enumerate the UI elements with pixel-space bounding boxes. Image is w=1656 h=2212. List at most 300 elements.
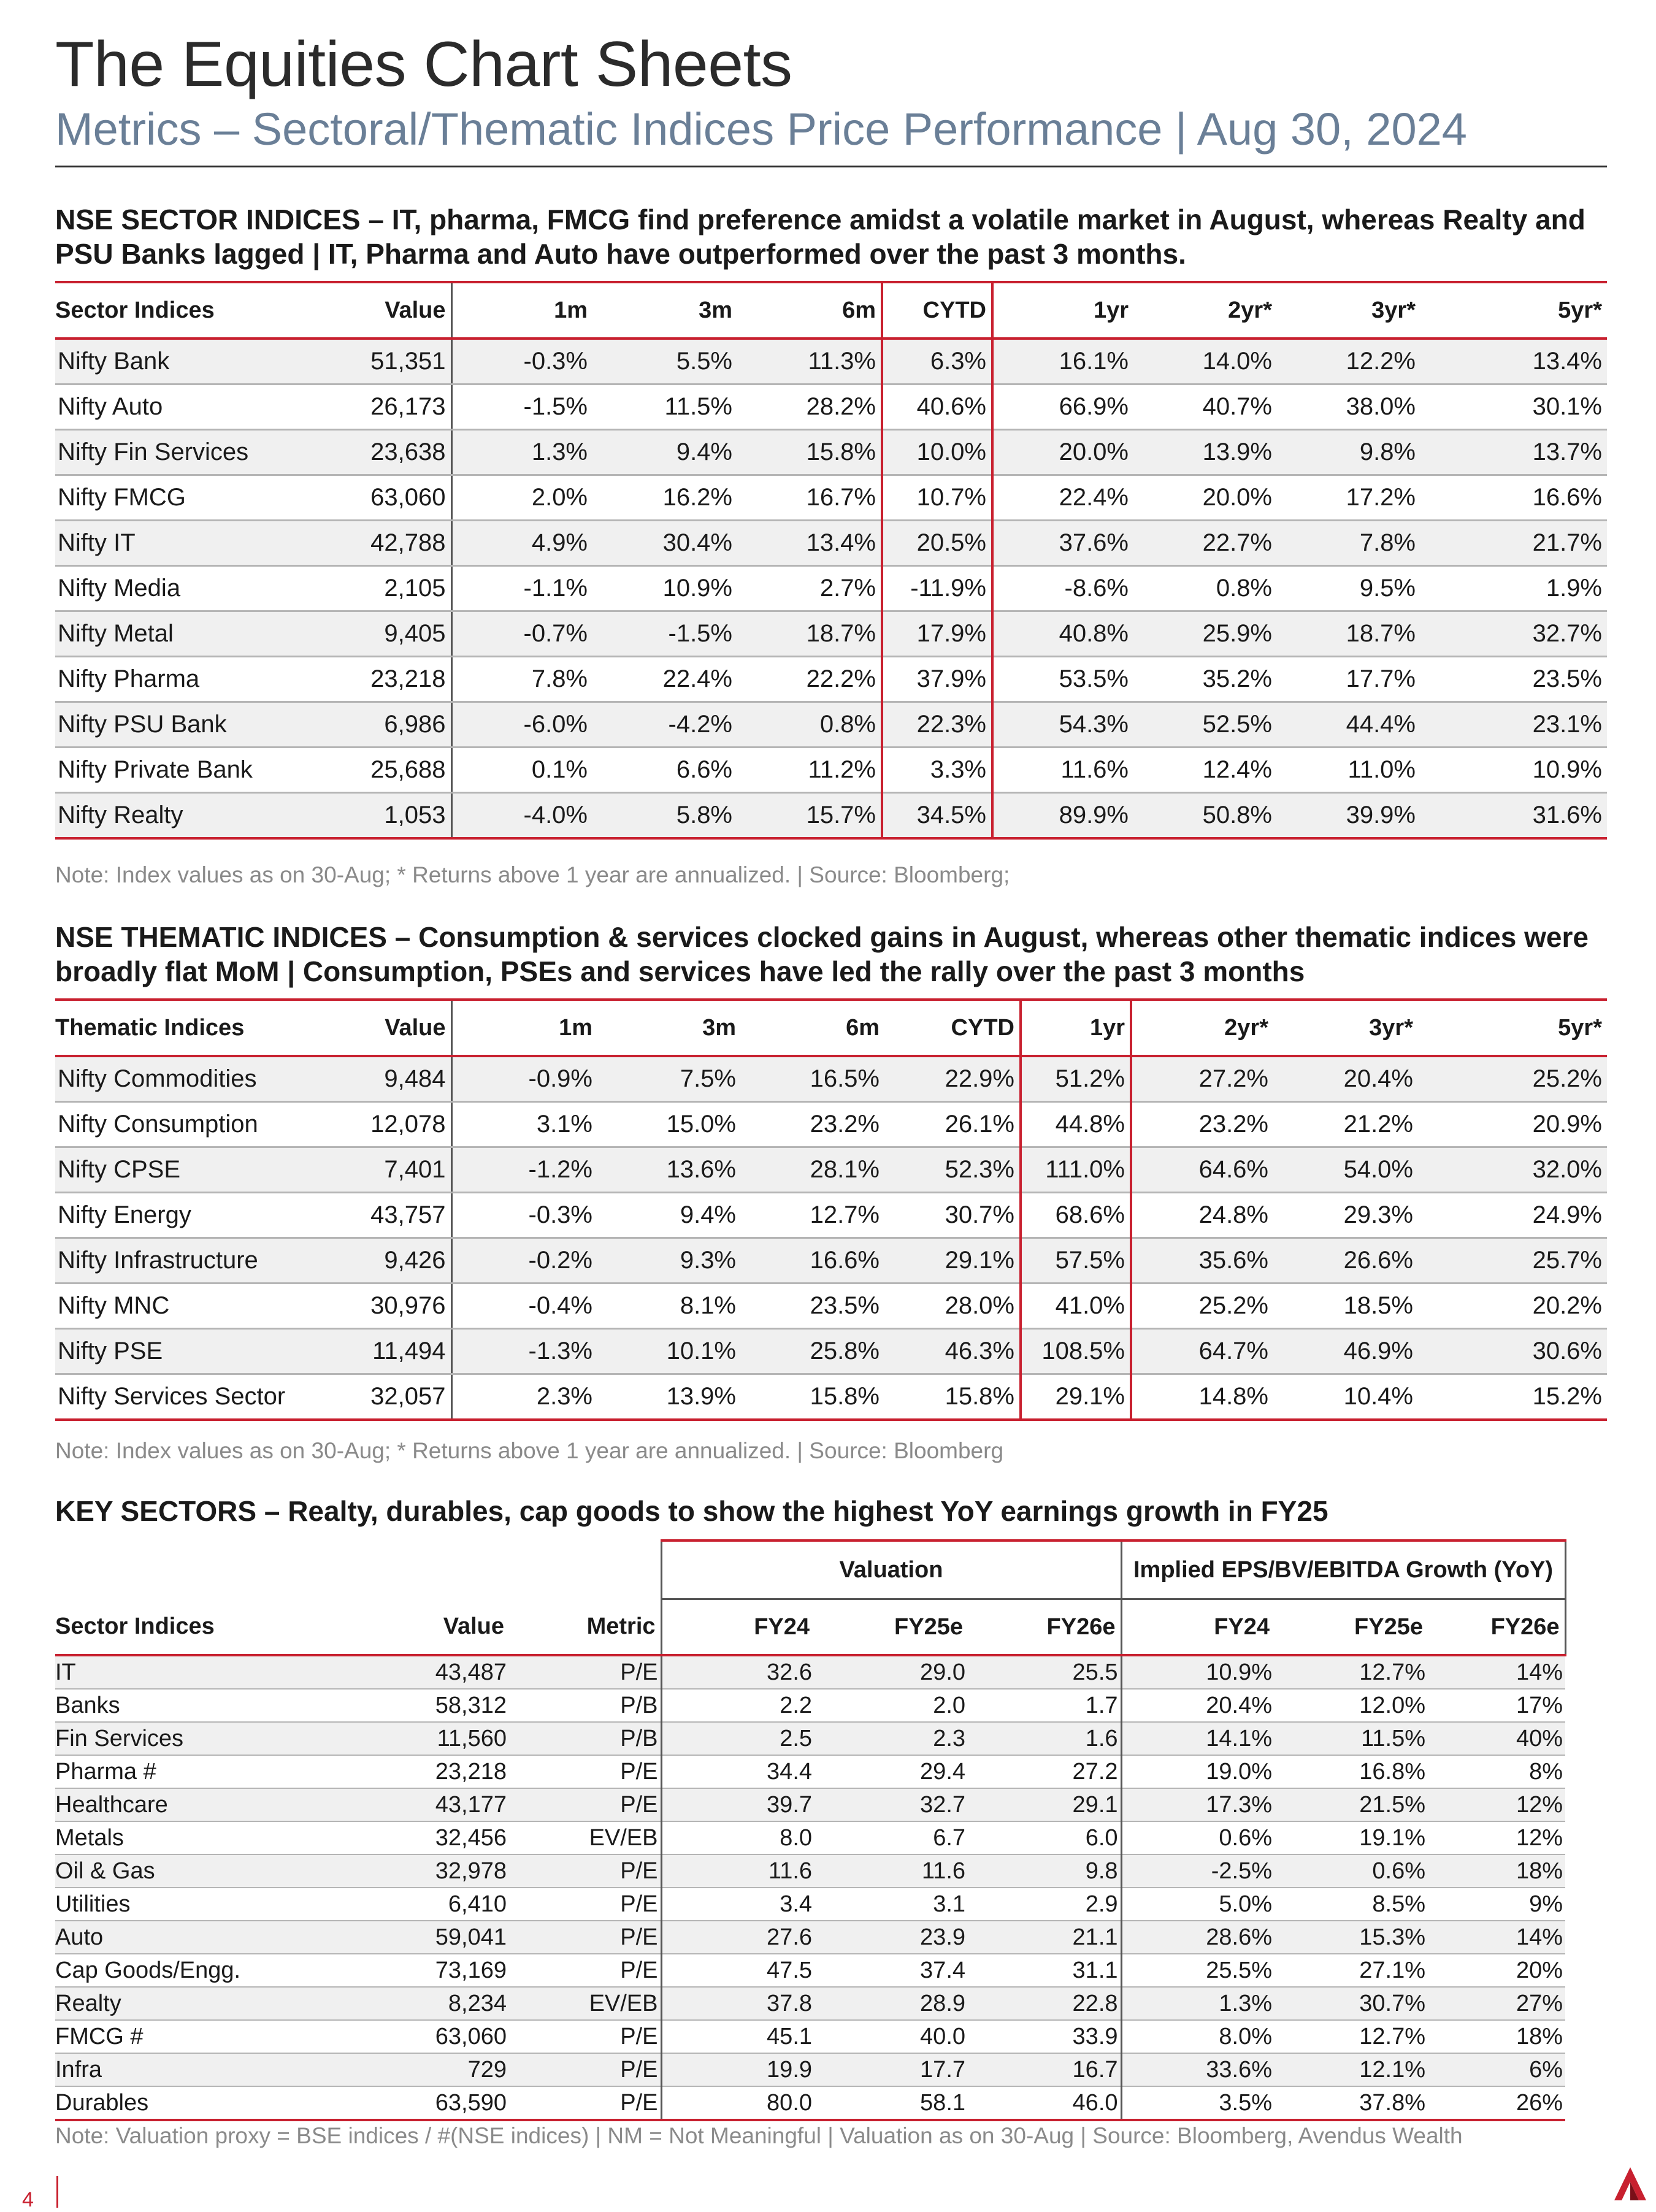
sector-cell: 39.9% bbox=[1277, 793, 1420, 839]
sector-cell: Nifty PSU Bank bbox=[55, 702, 319, 748]
key-cell: P/E bbox=[509, 1655, 661, 1689]
key-cell: 8% bbox=[1428, 1755, 1565, 1788]
table-row bbox=[55, 1655, 1565, 1689]
sector-col-header: 3m bbox=[592, 282, 737, 339]
thematic-cell: Nifty Consumption bbox=[55, 1102, 319, 1147]
thematic-cell: 30.7% bbox=[884, 1193, 1021, 1238]
sector-cell: 22.7% bbox=[1133, 521, 1277, 566]
sector-cell: 10.7% bbox=[882, 475, 992, 521]
sector-cell: Nifty Private Bank bbox=[55, 748, 319, 793]
sector-heading: NSE SECTOR INDICES – IT, pharma, FMCG find preference amidst a volatile market in August, whereas Realty and PSU Banks lagged | IT, Pharma and Auto have outperformed over the past 3 months. bbox=[55, 204, 1585, 270]
table-row bbox=[55, 1284, 1607, 1329]
sector-cell: 16.1% bbox=[992, 339, 1133, 385]
table-row bbox=[55, 2086, 1565, 2120]
sector-cell: 38.0% bbox=[1277, 385, 1420, 430]
sector-cell: 15.8% bbox=[737, 430, 882, 475]
table-row bbox=[55, 748, 1607, 793]
key-cell: 2.9 bbox=[968, 1888, 1121, 1921]
thematic-cell: 15.8% bbox=[884, 1374, 1021, 1420]
table-row bbox=[55, 1193, 1607, 1238]
thematic-cell: 9.4% bbox=[597, 1193, 741, 1238]
sector-note: Note: Index values as on 30-Aug; * Returns above 1 year are annualized. | Source: Bloomberg; bbox=[55, 862, 1010, 887]
key-cell: 1.7 bbox=[968, 1689, 1121, 1722]
thematic-cell: 14.8% bbox=[1131, 1374, 1273, 1420]
table-row bbox=[55, 2053, 1565, 2086]
sector-cell: 2.0% bbox=[451, 475, 592, 521]
key-cell: P/E bbox=[509, 1788, 661, 1821]
key-cell: Durables bbox=[55, 2086, 362, 2120]
table-row bbox=[55, 1788, 1565, 1821]
key-cell: 15.3% bbox=[1275, 1921, 1428, 1954]
thematic-cell: 44.8% bbox=[1021, 1102, 1131, 1147]
key-cell: 19.1% bbox=[1275, 1821, 1428, 1854]
thematic-cell: 68.6% bbox=[1021, 1193, 1131, 1238]
key-cell: 23.9 bbox=[815, 1921, 968, 1954]
sector-cell: 1.9% bbox=[1420, 566, 1607, 611]
table-row bbox=[55, 1102, 1607, 1147]
sector-cell: 31.6% bbox=[1420, 793, 1607, 839]
key-cell: 8.5% bbox=[1275, 1888, 1428, 1921]
key-cell: 34.4 bbox=[661, 1755, 815, 1788]
thematic-table bbox=[55, 998, 1607, 1421]
key-cell: P/E bbox=[509, 2020, 661, 2053]
page-number-bar bbox=[56, 2176, 58, 2208]
thematic-cell: 10.1% bbox=[597, 1329, 741, 1374]
thematic-cell: 111.0% bbox=[1021, 1147, 1131, 1193]
thematic-cell: 108.5% bbox=[1021, 1329, 1131, 1374]
thematic-cell: -0.9% bbox=[451, 1056, 597, 1102]
thematic-cell: 57.5% bbox=[1021, 1238, 1131, 1284]
thematic-col-header: 1m bbox=[451, 1000, 597, 1056]
table-row bbox=[55, 2020, 1565, 2053]
key-cell: 14% bbox=[1428, 1921, 1565, 1954]
table-row bbox=[55, 702, 1607, 748]
thematic-col-header: CYTD bbox=[884, 1000, 1021, 1056]
table-row bbox=[55, 1954, 1565, 1987]
sector-cell: -1.5% bbox=[592, 611, 737, 657]
thematic-cell: 16.6% bbox=[741, 1238, 884, 1284]
key-cell: 12% bbox=[1428, 1788, 1565, 1821]
key-cell: -2.5% bbox=[1121, 1854, 1275, 1888]
sector-cell: 7.8% bbox=[1277, 521, 1420, 566]
key-cell: 2.2 bbox=[661, 1689, 815, 1722]
sector-cell: 16.2% bbox=[592, 475, 737, 521]
thematic-cell: 64.7% bbox=[1131, 1329, 1273, 1374]
sector-cell: 9,405 bbox=[319, 611, 451, 657]
thematic-cell: 30,976 bbox=[319, 1284, 451, 1329]
key-cell: 33.9 bbox=[968, 2020, 1121, 2053]
sector-cell: 15.7% bbox=[737, 793, 882, 839]
sector-cell: 4.9% bbox=[451, 521, 592, 566]
key-cell: 29.1 bbox=[968, 1788, 1121, 1821]
key-cell: 14% bbox=[1428, 1655, 1565, 1689]
key-cell: Realty bbox=[55, 1987, 362, 2020]
sector-cell: 89.9% bbox=[992, 793, 1133, 839]
thematic-cell: 30.6% bbox=[1418, 1329, 1607, 1374]
key-cell: 63,590 bbox=[362, 2086, 509, 2120]
thematic-col-header: 3yr* bbox=[1273, 1000, 1418, 1056]
sector-cell: 20.0% bbox=[1133, 475, 1277, 521]
table-row bbox=[55, 611, 1607, 657]
thematic-col-header: 3m bbox=[597, 1000, 741, 1056]
thematic-cell: 64.6% bbox=[1131, 1147, 1273, 1193]
key-cell: 20% bbox=[1428, 1954, 1565, 1987]
thematic-cell: 26.1% bbox=[884, 1102, 1021, 1147]
key-col-header: Metric bbox=[509, 1599, 661, 1656]
key-col-header: FY24 bbox=[1121, 1599, 1275, 1656]
thematic-cell: Nifty Energy bbox=[55, 1193, 319, 1238]
thematic-cell: -0.4% bbox=[451, 1284, 597, 1329]
table-row bbox=[55, 1888, 1565, 1921]
key-cell: 16.7 bbox=[968, 2053, 1121, 2086]
key-cell: 1.3% bbox=[1121, 1987, 1275, 2020]
thematic-cell: 23.2% bbox=[741, 1102, 884, 1147]
empty-group-cell bbox=[55, 1540, 661, 1599]
sector-cell: 35.2% bbox=[1133, 657, 1277, 702]
sector-cell: Nifty Realty bbox=[55, 793, 319, 839]
sector-cell: Nifty FMCG bbox=[55, 475, 319, 521]
sector-cell: Nifty Media bbox=[55, 566, 319, 611]
table-row bbox=[55, 1755, 1565, 1788]
sector-cell: 12.4% bbox=[1133, 748, 1277, 793]
key-cell: 23,218 bbox=[362, 1755, 509, 1788]
table-row bbox=[55, 1238, 1607, 1284]
sector-cell: 22.4% bbox=[592, 657, 737, 702]
key-cell: 10.9% bbox=[1121, 1655, 1275, 1689]
key-cell: P/E bbox=[509, 1921, 661, 1954]
thematic-cell: 46.3% bbox=[884, 1329, 1021, 1374]
thematic-cell: 24.8% bbox=[1131, 1193, 1273, 1238]
key-cell: Metals bbox=[55, 1821, 362, 1854]
sector-cell: 20.5% bbox=[882, 521, 992, 566]
key-cell: FMCG # bbox=[55, 2020, 362, 2053]
sector-cell: 40.7% bbox=[1133, 385, 1277, 430]
table-row bbox=[55, 1689, 1565, 1722]
thematic-cell: 15.0% bbox=[597, 1102, 741, 1147]
sector-cell: 17.2% bbox=[1277, 475, 1420, 521]
thematic-cell: 29.1% bbox=[1021, 1374, 1131, 1420]
sector-cell: 2,105 bbox=[319, 566, 451, 611]
key-cell: 40% bbox=[1428, 1722, 1565, 1755]
key-col-header: Value bbox=[362, 1599, 509, 1656]
key-cell: 43,487 bbox=[362, 1655, 509, 1689]
sector-cell: 11.5% bbox=[592, 385, 737, 430]
thematic-cell: 20.4% bbox=[1273, 1056, 1418, 1102]
key-cell: Utilities bbox=[55, 1888, 362, 1921]
sector-cell: 6.6% bbox=[592, 748, 737, 793]
sector-cell: 52.5% bbox=[1133, 702, 1277, 748]
key-sectors-table bbox=[55, 1539, 1566, 2121]
key-cell: EV/EB bbox=[509, 1821, 661, 1854]
thematic-cell: 23.2% bbox=[1131, 1102, 1273, 1147]
table-row bbox=[55, 1329, 1607, 1374]
key-cell: 0.6% bbox=[1121, 1821, 1275, 1854]
page-title: The Equities Chart Sheets bbox=[55, 29, 792, 100]
sector-cell: 3.3% bbox=[882, 748, 992, 793]
key-cell: 8.0% bbox=[1121, 2020, 1275, 2053]
sector-col-header: 5yr* bbox=[1420, 282, 1607, 339]
thematic-cell: 29.1% bbox=[884, 1238, 1021, 1284]
key-col-header: FY26e bbox=[1428, 1599, 1565, 1656]
key-cell: 32.7 bbox=[815, 1788, 968, 1821]
sector-cell: 18.7% bbox=[1277, 611, 1420, 657]
sector-cell: 16.7% bbox=[737, 475, 882, 521]
key-cell: 73,169 bbox=[362, 1954, 509, 1987]
key-cell: 14.1% bbox=[1121, 1722, 1275, 1755]
thematic-cell: 27.2% bbox=[1131, 1056, 1273, 1102]
sector-cell: 5.5% bbox=[592, 339, 737, 385]
sector-cell: 66.9% bbox=[992, 385, 1133, 430]
thematic-cell: 26.6% bbox=[1273, 1238, 1418, 1284]
sector-cell: 12.2% bbox=[1277, 339, 1420, 385]
thematic-cell: 28.0% bbox=[884, 1284, 1021, 1329]
key-cell: 43,177 bbox=[362, 1788, 509, 1821]
sector-col-header: 1m bbox=[451, 282, 592, 339]
sector-cell: -0.7% bbox=[451, 611, 592, 657]
sector-table bbox=[55, 281, 1607, 840]
key-cell: 3.1 bbox=[815, 1888, 968, 1921]
key-cell: Banks bbox=[55, 1689, 362, 1722]
sector-cell: 0.8% bbox=[1133, 566, 1277, 611]
key-cell: 5.0% bbox=[1121, 1888, 1275, 1921]
key-cell: P/E bbox=[509, 2053, 661, 2086]
table-row bbox=[55, 475, 1607, 521]
key-cell: 63,060 bbox=[362, 2020, 509, 2053]
key-cell: 18% bbox=[1428, 2020, 1565, 2053]
key-cell: 18% bbox=[1428, 1854, 1565, 1888]
key-cell: 39.7 bbox=[661, 1788, 815, 1821]
key-cell: 9.8 bbox=[968, 1854, 1121, 1888]
table-row bbox=[55, 339, 1607, 385]
sector-cell: 17.9% bbox=[882, 611, 992, 657]
sector-cell: 7.8% bbox=[451, 657, 592, 702]
key-cell: 3.5% bbox=[1121, 2086, 1275, 2120]
sector-cell: 37.6% bbox=[992, 521, 1133, 566]
sector-cell: 20.0% bbox=[992, 430, 1133, 475]
sector-cell: 21.7% bbox=[1420, 521, 1607, 566]
sector-cell: 42,788 bbox=[319, 521, 451, 566]
key-cell: P/E bbox=[509, 1854, 661, 1888]
thematic-cell: 25.7% bbox=[1418, 1238, 1607, 1284]
key-col-header: Sector Indices bbox=[55, 1599, 362, 1656]
sector-cell: 5.8% bbox=[592, 793, 737, 839]
key-cell: 27.2 bbox=[968, 1755, 1121, 1788]
table-row bbox=[55, 385, 1607, 430]
key-cell: 30.7% bbox=[1275, 1987, 1428, 2020]
sector-cell: 30.1% bbox=[1420, 385, 1607, 430]
key-cell: 0.6% bbox=[1275, 1854, 1428, 1888]
key-cell: 2.0 bbox=[815, 1689, 968, 1722]
sector-cell: -4.0% bbox=[451, 793, 592, 839]
thematic-cell: Nifty Services Sector bbox=[55, 1374, 319, 1420]
thematic-cell: 46.9% bbox=[1273, 1329, 1418, 1374]
key-col-header: FY24 bbox=[661, 1599, 815, 1656]
sector-cell: 34.5% bbox=[882, 793, 992, 839]
key-cell: 46.0 bbox=[968, 2086, 1121, 2120]
key-cell: 47.5 bbox=[661, 1954, 815, 1987]
sector-cell: -1.1% bbox=[451, 566, 592, 611]
sector-cell: 25,688 bbox=[319, 748, 451, 793]
thematic-col-header: Thematic Indices bbox=[55, 1000, 319, 1056]
thematic-col-header: 5yr* bbox=[1418, 1000, 1607, 1056]
key-cell: 19.9 bbox=[661, 2053, 815, 2086]
sector-cell: 40.6% bbox=[882, 385, 992, 430]
thematic-cell: 32,057 bbox=[319, 1374, 451, 1420]
key-cell: 27.1% bbox=[1275, 1954, 1428, 1987]
thematic-cell: 13.6% bbox=[597, 1147, 741, 1193]
sector-cell: 9.4% bbox=[592, 430, 737, 475]
key-cell: 2.5 bbox=[661, 1722, 815, 1755]
key-cell: EV/EB bbox=[509, 1987, 661, 2020]
sector-cell: 26,173 bbox=[319, 385, 451, 430]
sector-cell: 13.7% bbox=[1420, 430, 1607, 475]
sector-cell: -0.3% bbox=[451, 339, 592, 385]
key-cell: IT bbox=[55, 1655, 362, 1689]
key-cell: 11.6 bbox=[661, 1854, 815, 1888]
key-cell: 28.9 bbox=[815, 1987, 968, 2020]
sector-cell: 51,351 bbox=[319, 339, 451, 385]
sector-cell: 10.9% bbox=[1420, 748, 1607, 793]
thematic-cell: 35.6% bbox=[1131, 1238, 1273, 1284]
thematic-col-header: Value bbox=[319, 1000, 451, 1056]
key-cell: 33.6% bbox=[1121, 2053, 1275, 2086]
table-row bbox=[55, 1854, 1565, 1888]
sector-cell: 14.0% bbox=[1133, 339, 1277, 385]
group-valuation: Valuation bbox=[661, 1540, 1121, 1599]
sector-cell: -8.6% bbox=[992, 566, 1133, 611]
thematic-cell: Nifty Commodities bbox=[55, 1056, 319, 1102]
thematic-col-header: 2yr* bbox=[1131, 1000, 1273, 1056]
table-row bbox=[55, 430, 1607, 475]
thematic-cell: 16.5% bbox=[741, 1056, 884, 1102]
key-cell: 59,041 bbox=[362, 1921, 509, 1954]
sector-cell: -1.5% bbox=[451, 385, 592, 430]
thematic-cell: -0.2% bbox=[451, 1238, 597, 1284]
sector-cell: Nifty IT bbox=[55, 521, 319, 566]
thematic-cell: 3.1% bbox=[451, 1102, 597, 1147]
sector-cell: 1.3% bbox=[451, 430, 592, 475]
thematic-cell: Nifty MNC bbox=[55, 1284, 319, 1329]
thematic-cell: 24.9% bbox=[1418, 1193, 1607, 1238]
sector-col-header: Value bbox=[319, 282, 451, 339]
thematic-cell: 8.1% bbox=[597, 1284, 741, 1329]
key-cell: 27% bbox=[1428, 1987, 1565, 2020]
sector-col-header: 1yr bbox=[992, 282, 1133, 339]
key-cell: P/B bbox=[509, 1722, 661, 1755]
thematic-cell: 7.5% bbox=[597, 1056, 741, 1102]
key-cell: 6.0 bbox=[968, 1821, 1121, 1854]
key-cell: P/E bbox=[509, 1888, 661, 1921]
thematic-cell: 22.9% bbox=[884, 1056, 1021, 1102]
table-row bbox=[55, 793, 1607, 839]
key-cell: 3.4 bbox=[661, 1888, 815, 1921]
key-cell: 17.7 bbox=[815, 2053, 968, 2086]
key-cell: 80.0 bbox=[661, 2086, 815, 2120]
key-cell: 8.0 bbox=[661, 1821, 815, 1854]
sector-header-row bbox=[55, 282, 1607, 339]
thematic-cell: 20.9% bbox=[1418, 1102, 1607, 1147]
key-cell: 11.5% bbox=[1275, 1722, 1428, 1755]
thematic-cell: 51.2% bbox=[1021, 1056, 1131, 1102]
key-cell: 20.4% bbox=[1121, 1689, 1275, 1722]
sector-cell: 9.5% bbox=[1277, 566, 1420, 611]
key-cell: Fin Services bbox=[55, 1722, 362, 1755]
sector-cell: 1,053 bbox=[319, 793, 451, 839]
thematic-col-header: 1yr bbox=[1021, 1000, 1131, 1056]
table-row bbox=[55, 521, 1607, 566]
key-cell: 11,560 bbox=[362, 1722, 509, 1755]
title-divider bbox=[55, 166, 1607, 167]
sector-cell: Nifty Auto bbox=[55, 385, 319, 430]
thematic-heading: NSE THEMATIC INDICES – Consumption & services clocked gains in August, whereas other thematic indices were broadly flat MoM | Consumption, PSEs and services have led the rally over the past 3 months bbox=[55, 921, 1589, 987]
key-cell: 21.5% bbox=[1275, 1788, 1428, 1821]
key-col-header: FY26e bbox=[968, 1599, 1121, 1656]
sector-cell: 13.9% bbox=[1133, 430, 1277, 475]
thematic-note: Note: Index values as on 30-Aug; * Returns above 1 year are annualized. | Source: Bloomberg bbox=[55, 1438, 1004, 1463]
key-cell: 11.6 bbox=[815, 1854, 968, 1888]
sector-cell: 13.4% bbox=[1420, 339, 1607, 385]
sector-cell: 18.7% bbox=[737, 611, 882, 657]
sector-cell: 32.7% bbox=[1420, 611, 1607, 657]
key-cell: 29.0 bbox=[815, 1655, 968, 1689]
key-cell: Infra bbox=[55, 2053, 362, 2086]
sector-cell: 11.2% bbox=[737, 748, 882, 793]
sector-cell: 10.0% bbox=[882, 430, 992, 475]
key-cell: 6.7 bbox=[815, 1821, 968, 1854]
thematic-cell: 25.2% bbox=[1131, 1284, 1273, 1329]
sector-cell: Nifty Metal bbox=[55, 611, 319, 657]
sector-cell: 2.7% bbox=[737, 566, 882, 611]
sector-cell: 28.2% bbox=[737, 385, 882, 430]
thematic-cell: 9.3% bbox=[597, 1238, 741, 1284]
sector-cell: 22.2% bbox=[737, 657, 882, 702]
key-cell: 37.8 bbox=[661, 1987, 815, 2020]
thematic-cell: 21.2% bbox=[1273, 1102, 1418, 1147]
thematic-cell: 29.3% bbox=[1273, 1193, 1418, 1238]
key-cell: 1.6 bbox=[968, 1722, 1121, 1755]
thematic-cell: 2.3% bbox=[451, 1374, 597, 1420]
thematic-cell: 11,494 bbox=[319, 1329, 451, 1374]
thematic-cell: 12.7% bbox=[741, 1193, 884, 1238]
thematic-cell: 9,484 bbox=[319, 1056, 451, 1102]
sector-cell: 22.4% bbox=[992, 475, 1133, 521]
thematic-cell: -0.3% bbox=[451, 1193, 597, 1238]
sector-cell: Nifty Pharma bbox=[55, 657, 319, 702]
thematic-cell: 52.3% bbox=[884, 1147, 1021, 1193]
table-row bbox=[55, 1147, 1607, 1193]
key-cell: 29.4 bbox=[815, 1755, 968, 1788]
table-row bbox=[55, 566, 1607, 611]
thematic-cell: 25.8% bbox=[741, 1329, 884, 1374]
sector-cell: 16.6% bbox=[1420, 475, 1607, 521]
thematic-cell: 54.0% bbox=[1273, 1147, 1418, 1193]
table-row bbox=[55, 1722, 1565, 1755]
key-cell: 729 bbox=[362, 2053, 509, 2086]
key-cell: 58,312 bbox=[362, 1689, 509, 1722]
thematic-cell: 15.2% bbox=[1418, 1374, 1607, 1420]
sector-cell: -11.9% bbox=[882, 566, 992, 611]
key-cell: 25.5 bbox=[968, 1655, 1121, 1689]
sector-col-header: CYTD bbox=[882, 282, 992, 339]
key-col-header: FY25e bbox=[815, 1599, 968, 1656]
sector-cell: 10.9% bbox=[592, 566, 737, 611]
key-cell: 17.3% bbox=[1121, 1788, 1275, 1821]
key-cell: P/E bbox=[509, 1755, 661, 1788]
key-cell: P/E bbox=[509, 2086, 661, 2120]
sector-cell: 23,638 bbox=[319, 430, 451, 475]
thematic-cell: Nifty CPSE bbox=[55, 1147, 319, 1193]
key-cell: 6% bbox=[1428, 2053, 1565, 2086]
